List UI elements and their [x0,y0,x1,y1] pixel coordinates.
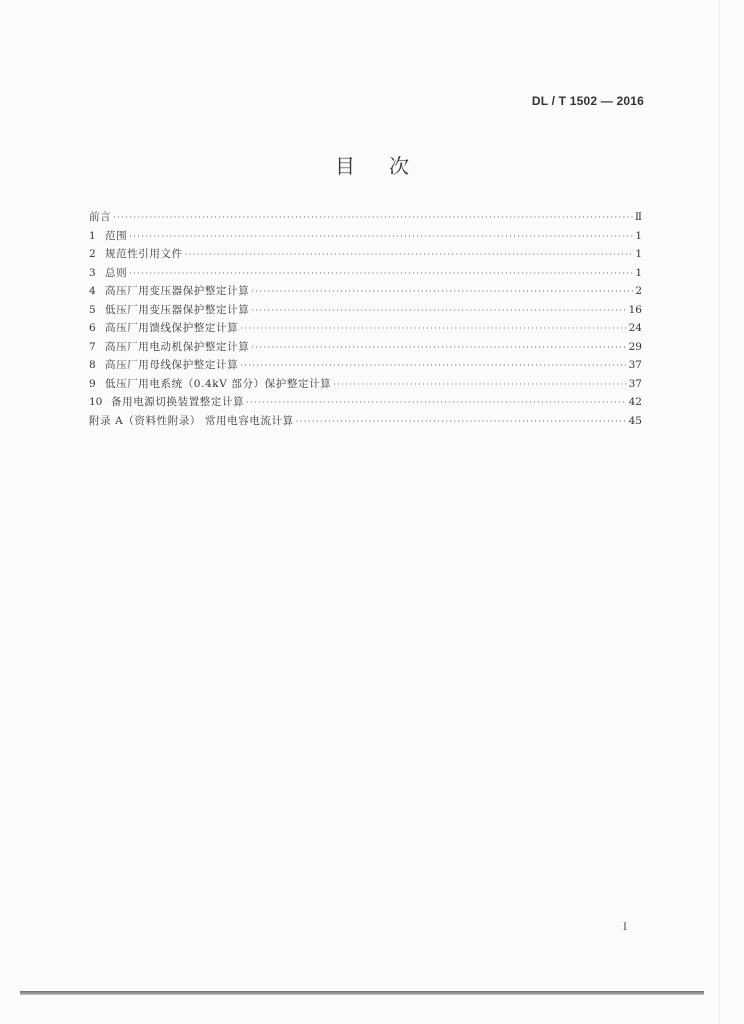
toc-entry-number: 6 [89,322,96,334]
toc-entry-page: 37 [628,359,642,371]
toc-entry-number: 5 [89,303,96,316]
toc-entry-label: 高压厂用馈线保护整定计算 [105,322,239,334]
toc-leader-dots [251,283,633,302]
toc-entry-page: 45 [628,414,642,427]
toc-entry-page: 2 [635,285,642,297]
toc-entry-page: 1 [635,229,642,242]
toc-leader-dots [246,394,626,413]
toc-entry-page: 24 [628,322,642,334]
page-number: I [623,922,627,933]
toc-leader-dots [113,209,633,228]
toc-entry-number: 2 [89,248,96,260]
toc-entry-page: 1 [635,266,642,279]
toc-entry-page: 37 [628,377,642,390]
toc-title [0,150,744,179]
toc-entry-page: 1 [635,248,642,260]
toc-entry-page: 29 [628,340,642,353]
toc-entry-label: 备用电源切换装置整定计算 [111,396,245,408]
toc-entry-9[interactable] [89,375,642,394]
toc-entry-5[interactable] [89,301,642,320]
document-code: DL / T 1502 — 2016 [531,94,644,108]
toc-entry-label: 低压厂用电系统（0.4kV 部分）保护整定计算 [105,377,332,390]
toc-title-part2: 次 [389,154,409,178]
toc-entry-label: 总则 [105,266,128,279]
toc-entry-appendix-a[interactable] [89,412,642,431]
toc-entry-label: 高压厂用母线保护整定计算 [105,359,239,371]
toc-entry-label: 低压厂用变压器保护整定计算 [105,303,250,316]
toc-entry-label: 高压厂用变压器保护整定计算 [105,285,250,297]
toc-entry-label: 范围 [105,229,128,242]
toc-leader-dots [251,339,626,358]
toc-entry-number: 4 [89,285,96,297]
toc-entry-7[interactable] [89,338,642,357]
toc-entry-3[interactable] [89,264,642,283]
toc-leader-dots [240,357,626,376]
toc-entry-2[interactable] [89,245,642,264]
toc-leader-dots [185,246,634,265]
toc-entry-number: 8 [89,359,96,371]
toc-entry-page: 16 [628,303,642,316]
toc-title-part1: 目 [335,154,355,178]
toc-entry-number: 1 [89,229,96,242]
table-of-contents [89,208,642,430]
toc-leader-dots [251,302,626,321]
toc-leader-dots [296,413,627,432]
toc-entry-page: 42 [628,396,642,408]
toc-entry-10[interactable] [89,393,642,412]
toc-entry-1[interactable] [89,227,642,246]
bottom-rule [20,991,704,995]
toc-entry-label: 附录 A（资料性附录） 常用电容电流计算 [89,414,294,427]
toc-entry-number: 9 [89,377,96,390]
toc-entry-page: Ⅱ [634,211,642,223]
toc-entry-number: 3 [89,266,96,279]
toc-entry-4[interactable] [89,282,642,301]
toc-leader-dots [240,320,626,339]
toc-leader-dots [129,228,633,247]
toc-entry-6[interactable] [89,319,642,338]
toc-leader-dots [333,376,626,395]
toc-entry-preface[interactable] [89,208,642,227]
toc-entry-number: 10 [89,396,103,408]
toc-entry-number: 7 [89,340,96,353]
toc-entry-label: 规范性引用文件 [105,248,183,260]
toc-entry-label: 前言 [89,211,112,223]
toc-leader-dots [129,265,633,284]
toc-entry-label: 高压厂用电动机保护整定计算 [105,340,250,353]
toc-entry-8[interactable] [89,356,642,375]
